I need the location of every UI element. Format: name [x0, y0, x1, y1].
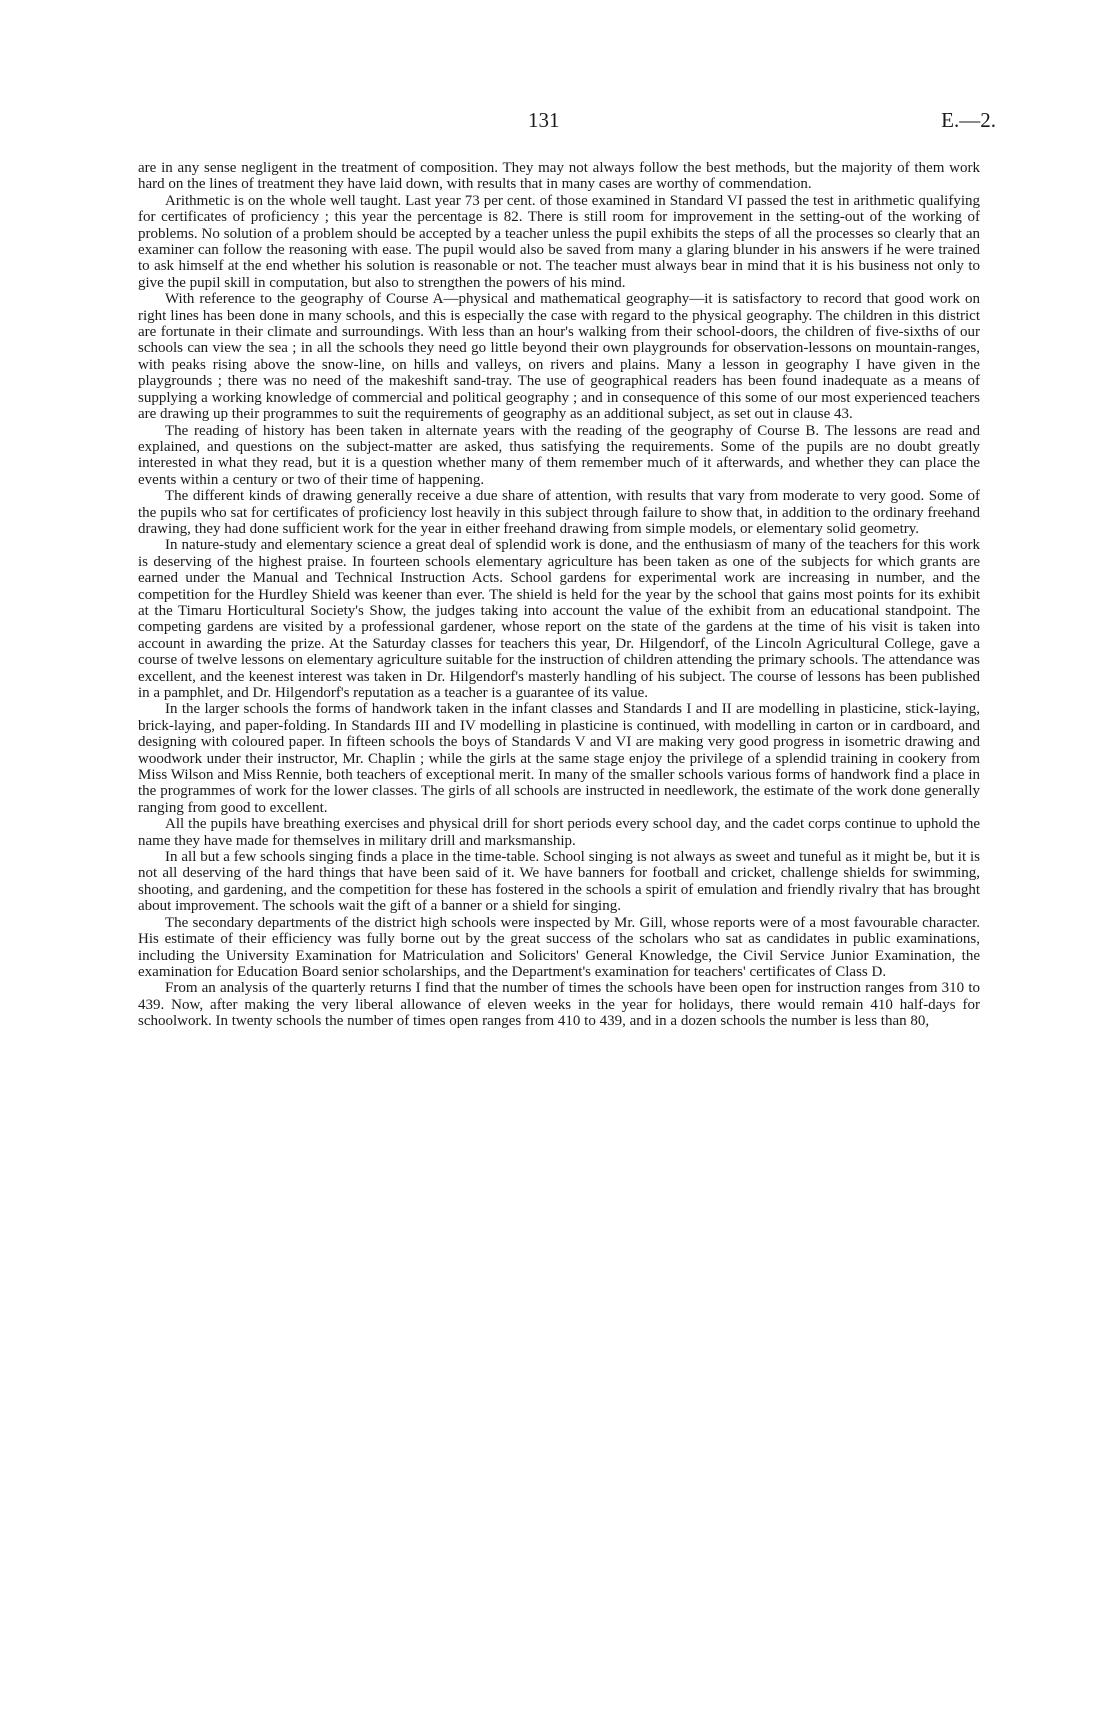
paragraph: The reading of history has been taken in alternate years with the reading of the geography of Course B. The lessons are read and explained, and questions on the subject-matter are asked, thus satisfying the requirements. Some of the pupils are no doubt greatly interested in what they read, but it is a question whether many of them remember much of it afterwards, and whether they can place the events within a century or two of their time of happening. [138, 422, 980, 488]
body-text [138, 160, 980, 1030]
paragraph: In the larger schools the forms of handwork taken in the infant classes and Standards I and II are modelling in plasticine, stick-laying, brick-laying, and paper-folding. In Standards III and IV modelling in plasticine is continued, with modelling in carton or in cardboard, and designing with coloured paper. In fifteen schools the boys of Standards V and VI are making very good progress in isometric drawing and woodwork under their instructor, Mr. Chaplin ; while the girls at the same stage enjoy the privilege of a splendid training in cookery from Miss Wilson and Miss Rennie, both teachers of exceptional merit. In many of the smaller schools various forms of handwork find a place in the programmes of work for the lower classes. The girls of all schools are instructed in needlework, the estimate of the work done generally ranging from good to excellent. [138, 701, 980, 816]
paragraph: All the pupils have breathing exercises and physical drill for short periods every school day, and the cadet corps continue to uphold the name they have made for themselves in military drill and marksmanship. [138, 816, 980, 849]
page-header [0, 108, 1114, 138]
paragraph: With reference to the geography of Course A—physical and mathematical geography—it is satisfactory to record that good work on right lines has been done in many schools, and this is especially the case with regard to the physical geography. The children in this district are fortunate in their climate and surroundings. With less than an hour's walking from their school-doors, the children of five-sixths of our schools can view the sea ; in all the schools they need go little beyond their own playgrounds for observation-lessons on mountain-ranges, with peaks rising above the snow-line, on hills and valleys, on rivers and plains. Many a lesson in geography I have given in the playgrounds ; there was no need of the makeshift sand-tray. The use of geographical readers has been found inadequate as a means of supplying a working knowledge of commercial and political geography ; and in consequence of this some of our most experienced teachers are drawing up their programmes to suit the requirements of geography as an additional subject, as set out in clause 43. [138, 291, 980, 423]
page-number: 131 [528, 108, 560, 132]
paragraph: In all but a few schools singing finds a place in the time-table. School singing is not always as sweet and tuneful as it might be, but it is not all deserving of the hard things that have been said of it. We have banners for football and cricket, challenge shields for swimming, shooting, and gardening, and the competition for these has fostered in the schools a spirit of emulation and friendly rivalry that has brought about improvement. The schools wait the gift of a banner or a shield for singing. [138, 849, 980, 915]
paragraph: In nature-study and elementary science a great deal of splendid work is done, and the enthusiasm of many of the teachers for this work is deserving of the highest praise. In fourteen schools elementary agriculture has been taken as one of the subjects for which grants are earned under the Manual and Technical Instruction Acts. School gardens for experimental work are increasing in number, and the competition for the Hurdley Shield was keener than ever. The shield is held for the year by the school that gains most points for its exhibit at the Timaru Horticultural Society's Show, the judges taking into account the value of the exhibit from an educational standpoint. The competing gardens are visited by a professional gardener, whose report on the state of the gardens at the time of his visit is taken into account in awarding the prize. At the Saturday classes for teachers this year, Dr. Hilgendorf, of the Lincoln Agricultural College, gave a course of twelve lessons on elementary agriculture suitable for the instruction of children attending the primary schools. The attendance was excellent, and the keenest interest was taken in Dr. Hilgendorf's masterly handling of his subject. The course of lessons has been published in a pamphlet, and Dr. Hilgendorf's reputation as a teacher is a guarantee of its value. [138, 537, 980, 701]
document-reference: E.—2. [941, 108, 996, 132]
paragraph: are in any sense negligent in the treatment of composition. They may not always follow the best methods, but the majority of them work hard on the lines of treatment they have laid down, with results that in many cases are worthy of commendation. [138, 160, 980, 193]
paragraph: The different kinds of drawing generally receive a due share of attention, with results that vary from moderate to very good. Some of the pupils who sat for certificates of proficiency lost heavily in this subject through failure to show that, in addition to the ordinary freehand drawing, they had done sufficient work for the year in either freehand drawing from simple models, or elementary solid geometry. [138, 488, 980, 537]
paragraph: Arithmetic is on the whole well taught. Last year 73 per cent. of those examined in Standard VI passed the test in arithmetic qualifying for certificates of proficiency ; this year the percentage is 82. There is still room for improvement in the setting-out of the working of problems. No solution of a problem should be accepted by a teacher unless the pupil exhibits the steps of all the processes so clearly that an examiner can follow the reasoning with ease. The pupil would also be saved from many a glaring blunder in his answers if he were trained to ask himself at the end whether his solution is reasonable or not. The teacher must always bear in mind that it is his business not only to give the pupil skill in computation, but also to strengthen the powers of his mind. [138, 192, 980, 291]
paragraph: From an analysis of the quarterly returns I find that the number of times the schools have been open for instruction ranges from 310 to 439. Now, after making the very liberal allowance of eleven weeks in the year for holidays, there would remain 410 half-days for schoolwork. In twenty schools the number of times open ranges from 410 to 439, and in a dozen schools the number is less than 80, [138, 980, 980, 1030]
paragraph: The secondary departments of the district high schools were inspected by Mr. Gill, whose reports were of a most favourable character. His estimate of their efficiency was fully borne out by the great success of the scholars who sat as candidates in public examinations, including the University Examination for Matriculation and Solicitors' General Knowledge, the Civil Service Junior Examination, the examination for Education Board senior scholarships, and the Department's examination for teachers' certificates of Class D. [138, 914, 980, 980]
